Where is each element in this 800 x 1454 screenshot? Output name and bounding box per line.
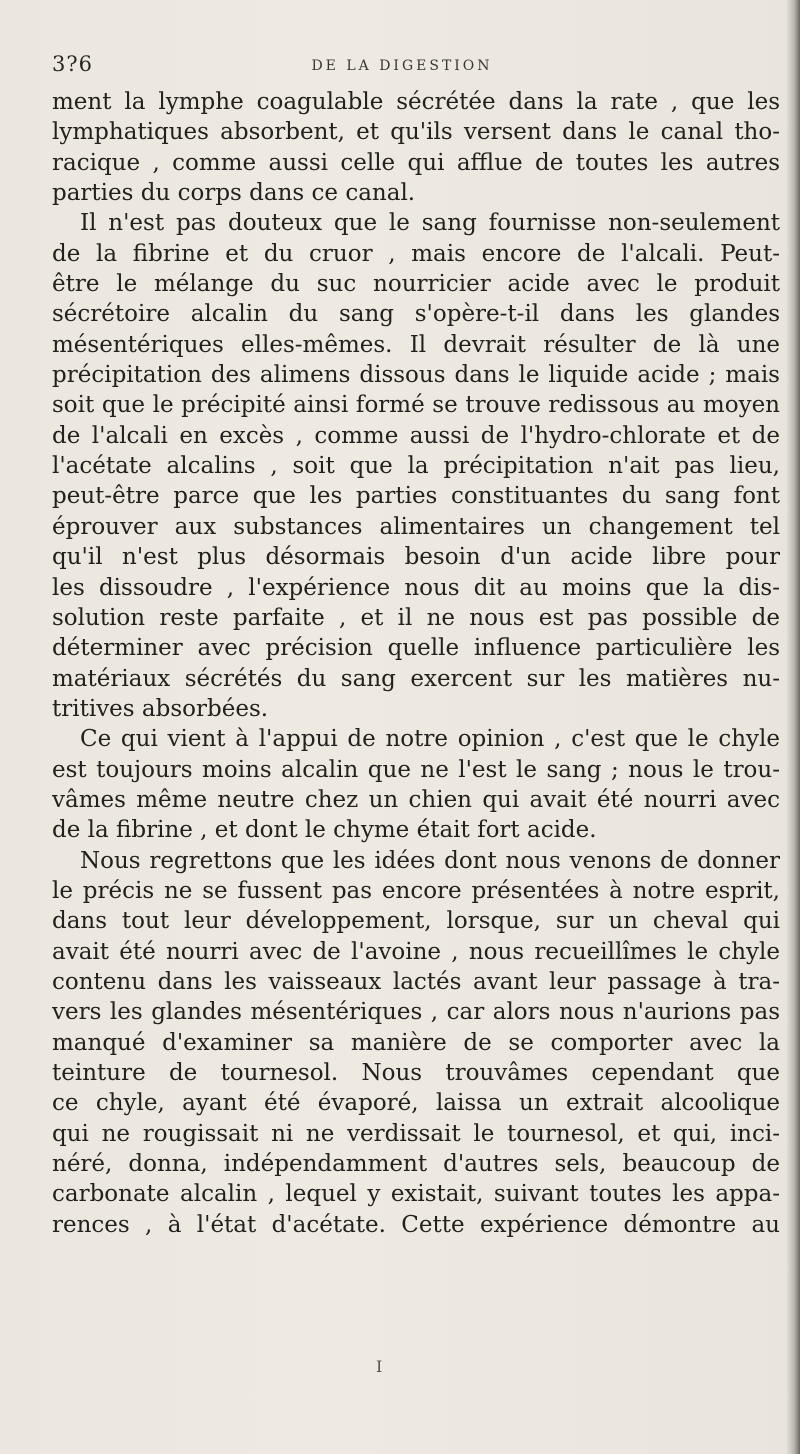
text-line: déterminer avec précision quelle influence particulière les <box>52 635 780 662</box>
text-line: lymphatiques absorbent, et qu'ils versent dans le canal tho- <box>52 119 780 146</box>
text-line: sécrétoire alcalin du sang s'opère-t-il dans les glandes <box>52 301 780 328</box>
text-line: qu'il n'est plus désormais besoin d'un acide libre pour <box>52 544 780 571</box>
text-line: l'acétate alcalins , soit que la précipitation n'ait pas lieu, <box>52 453 780 480</box>
text-line: contenu dans les vaisseaux lactés avant leur passage à tra- <box>52 968 780 995</box>
text-line: vers les glandes mésentériques , car alors nous n'aurions pas <box>52 999 780 1026</box>
text-line: soit que le précipité ainsi formé se trouve redissous au moyen <box>52 392 780 419</box>
text-line: néré, donna, indépendamment d'autres sels, beaucoup de <box>52 1151 780 1178</box>
text-line: rences , à l'état d'acétate. Cette expérience démontre au <box>52 1211 780 1238</box>
page-number: 3?6 <box>52 52 93 76</box>
page-header <box>52 52 752 82</box>
text-line: mésentériques elles-mêmes. Il devrait résulter de là une <box>52 331 780 358</box>
page-edge-shadow <box>786 0 800 1454</box>
text-line: Ce qui vient à l'appui de notre opinion , c'est que le chyle <box>80 726 780 753</box>
text-line: parties du corps dans ce canal. <box>52 180 416 207</box>
text-line: peut-être parce que les parties constituantes du sang font <box>52 483 780 510</box>
text-line: qui ne rougissait ni ne verdissait le tournesol, et qui, inci- <box>52 1120 780 1147</box>
text-line: Il n'est pas douteux que le sang fournisse non-seulement <box>80 210 780 237</box>
text-line: de la fibrine et du cruor , mais encore de l'alcali. Peut- <box>52 240 780 267</box>
running-head: DE LA DIGESTION <box>311 58 493 74</box>
text-line: ce chyle, ayant été évaporé, laissa un extrait alcoolique <box>52 1090 780 1117</box>
text-line: ment la lymphe coagulable sécrétée dans la rate , que les <box>52 89 780 115</box>
text-line: solution reste parfaite , et il ne nous est pas possible de <box>52 604 780 631</box>
text-line: avait été nourri avec de l'avoine , nous recueillîmes le chyle <box>52 938 780 965</box>
text-line: est toujours moins alcalin que ne l'est le sang ; nous le trou- <box>52 756 780 783</box>
text-line: de l'alcali en excès , comme aussi de l'hydro-chlorate et de <box>52 422 780 449</box>
text-line: éprouver aux substances alimentaires un changement tel <box>52 513 780 540</box>
text-line: de la fibrine , et dont le chyme était fort acide. <box>52 817 597 844</box>
text-line: racique , comme aussi celle qui afflue de toutes les autres <box>52 149 780 176</box>
text-line: les dissoudre , l'expérience nous dit au moins que la dis- <box>52 574 780 601</box>
signature-mark: I <box>376 1357 383 1376</box>
text-line: vâmes même neutre chez un chien qui avait été nourri avec <box>52 786 780 813</box>
text-line: matériaux sécrétés du sang exercent sur les matières nu- <box>52 665 780 692</box>
text-line: être le mélange du suc nourricier acide avec le produit <box>52 271 780 298</box>
text-line: Nous regrettons que les idées dont nous venons de donner <box>80 847 780 874</box>
text-line: dans tout leur développement, lorsque, sur un cheval qui <box>52 908 780 935</box>
text-line: manqué d'examiner sa manière de se comporter avec la <box>52 1029 780 1056</box>
text-line: tritives absorbées. <box>52 695 269 722</box>
text-line: carbonate alcalin , lequel y existait, suivant toutes les appa- <box>52 1181 780 1208</box>
text-line: le précis ne se fussent pas encore présentées à notre esprit, <box>52 877 780 904</box>
text-line: teinture de tournesol. Nous trouvâmes cependant que <box>52 1060 780 1086</box>
text-line: précipitation des alimens dissous dans le liquide acide ; mais <box>52 362 780 389</box>
body-text <box>52 87 780 1240</box>
